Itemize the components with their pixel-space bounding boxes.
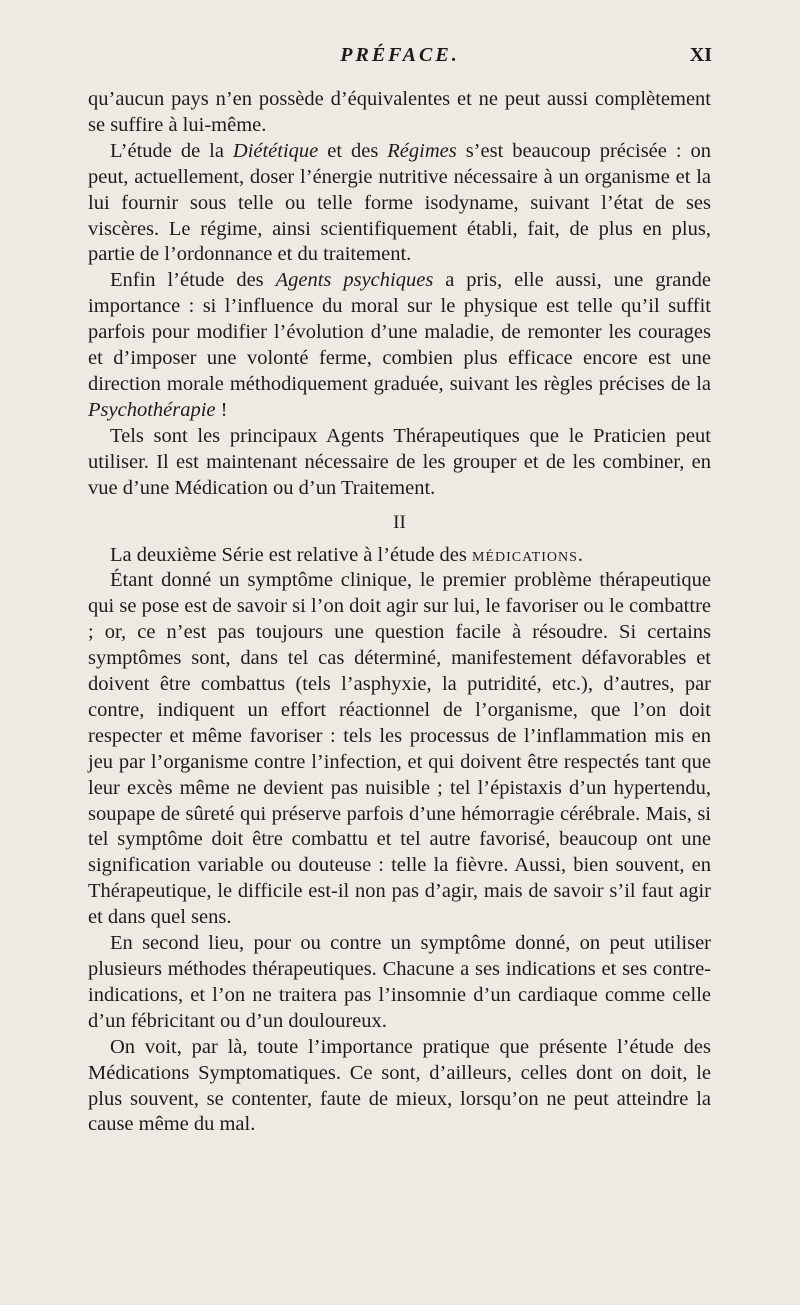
text-span: Enfin l’étude des [110,269,276,292]
text-span: L’étude de la [110,139,233,162]
page-header [0,44,800,74]
paragraph-dietetique [88,139,711,269]
italic-term-dietetique: Diététique [232,139,319,162]
running-title: PRÉFACE. [340,44,460,66]
paragraph-agents-psychiques [88,268,711,423]
text-span: . [577,543,584,566]
text-span: s’est beaucoup précisée : on peut, actuellement, doser l’énergie nutritive nécessaire à un organisme et la lui fournir sous telle ou telle forme isodyname, suivant l’état de ses viscères. Le régime, ainsi scientifiquement établi, fait, de plus en plus, partie de l’ordonnance et du traitement. [88,139,711,266]
body-text [88,87,711,1138]
text-span: et des [318,139,388,162]
paragraph-deuxieme-serie [88,543,711,569]
paragraph-second-lieu: En second lieu, pour ou contre un symptôme donné, on peut utiliser plusieurs méthodes thérapeutiques. Chacune a ses indications et ses contre-indications, et l’on ne traitera pas l’insomnie d’un cardiaque comme celle d’un fébricitant ou d’un douloureux. [88,932,711,1032]
paragraph-symptome-clinique: Étant donné un symptôme clinique, le premier problème thérapeutique qui se pose est de savoir si l’on doit agir sur lui, le favoriser ou le combattre ; or, ce n’est pas toujours une question facile à résoudre. Si certains symptômes sont, dans tel cas déterminé, manifestement défavorables et doivent être combattus (tels l’asphyxie, la putridité, etc.), d’autres, par contre, indiquent un effort réactionnel de l’organisme, que l’on doit respecter et même favoriser : tels les processus de l’inflammation mis en jeu par l’organisme contre l’infection, et qui doivent être respectés tant que leur excès même ne devient pas nuisible ; tel l’épistaxis d’un hypertendu, soupape de sûreté qui préserve parfois d’une hémorragie cérébrale. Mais, si tel symptôme doit être combattu et tel autre favorisé, beaucoup ont une signification variable ou douteuse : telle la fièvre. Aussi, bien souvent, en Thérapeutique, le difficile est-il non pas d’agir, mais de savoir s’il faut agir et dans quel sens. [88,569,711,929]
paragraph-1: qu’aucun pays n’en possède d’équivalentes et ne peut aussi complètement se suffire à lui-même. [88,88,711,136]
paragraph-medications-symptomatiques: On voit, par là, toute l’importance pratique que présente l’étude des Médications Symptomatiques. Ce sont, d’ailleurs, celles dont on doit, le plus souvent, se contenter, faute de mieux, lorsqu’on ne peut atteindre la cause même du mal. [88,1035,711,1136]
text-span: La deuxième Série est relative à l’étude des [110,543,473,566]
text-span: a pris, elle aussi, une grande importance : si l’influence du moral sur le physique est telle qu’il suffit parfois pour modifier l’évolution d’une maladie, de remonter les courages et d’imposer une volonté ferme, combien plus efficace encore est une direction morale méthodiquement graduée, suivant les règles précises de la [88,269,711,395]
section-number: II [393,511,406,533]
italic-term-psychotherapie: Psychothérapie [88,398,216,421]
italic-term-agents-psychiques: Agents psychiques [275,269,434,292]
italic-term-regimes: Régimes [387,139,457,162]
paragraph-agents-therapeutiques: Tels sont les principaux Agents Thérapeutiques que le Praticien peut utiliser. Il est maintenant nécessaire de les grouper et de les combiner, en vue d’une Médication ou d’un Traitement. [88,424,711,499]
small-caps-medications: médications [472,543,578,566]
text-span: ! [215,398,228,421]
page-number: XI [689,44,712,66]
